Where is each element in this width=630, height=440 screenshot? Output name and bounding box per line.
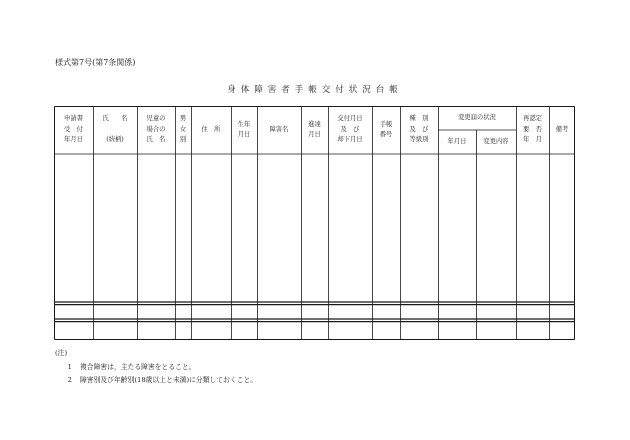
column-header-change-status: 変更届の状況: [458, 113, 496, 121]
notes-section: [55, 347, 257, 388]
column-header-name: 氏 名 (続柄): [102, 115, 128, 144]
column-header-birth-date: 生年 月日: [237, 120, 251, 138]
column-header-delivery-date: 進達 月日: [308, 120, 321, 138]
column-header-notebook-number: 手帳 番号: [379, 120, 393, 138]
column-header-sex: 男 女 別: [179, 115, 187, 144]
notes-heading: (注): [55, 349, 68, 357]
ledger-table: [54, 106, 575, 340]
note-item-1: [55, 361, 257, 375]
note-item-2: [55, 374, 257, 388]
column-header-issue-date: 交付月日 及 び 却下月日: [337, 115, 363, 144]
note-number: 2: [67, 376, 72, 384]
note-text: 複合障害は，主たる障害をとること。: [80, 362, 196, 371]
column-header-change-date: 年月日: [447, 137, 467, 145]
document-title: 身体障害者手帳交付状況台帳: [227, 85, 403, 95]
column-header-grade: 種 別 及 び 等級別: [409, 115, 429, 144]
column-header-change-content: 変更内容: [483, 137, 509, 145]
column-header-guardian-name: 児童の 場合の 氏 名: [146, 115, 166, 144]
column-header-disability-name: 障害名: [269, 125, 289, 133]
column-header-recertification: 再認定 要 否 年 月: [523, 115, 542, 144]
column-header-remarks: 備考: [555, 125, 569, 133]
note-text: 障害別及び年齢別(18歳以上と未満)に分類しておくこと。: [80, 376, 258, 384]
column-header-application-date: 申請書 受 付 年月日: [64, 115, 83, 144]
column-header-address: 住 所: [201, 125, 221, 133]
form-number: 様式第7号(第7条関係): [55, 58, 136, 67]
note-number: 1: [67, 362, 72, 371]
